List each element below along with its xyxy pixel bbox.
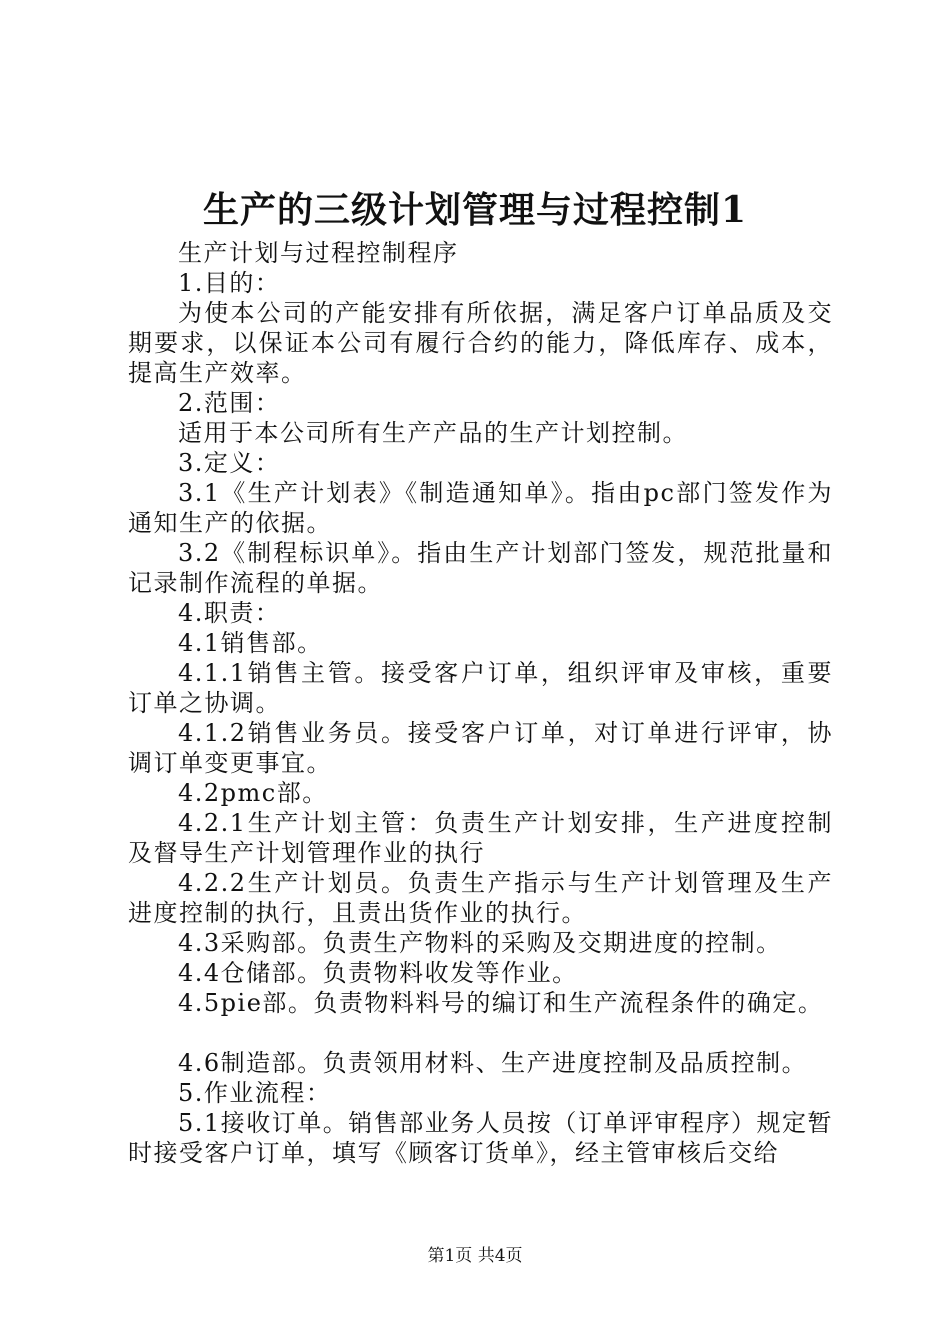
paragraph: 4.职责：: [178, 599, 281, 627]
paragraph: 生产计划与过程控制程序: [178, 239, 459, 267]
paragraph: 4.2pmc部。: [178, 779, 328, 807]
paragraph: 5.1接收订单。销售部业务人员按（订单评审程序）规定暂时接受客户订单，填写《顾客订货单》，经主管审核后交给: [128, 1109, 833, 1167]
paragraph: 5.作业流程：: [178, 1079, 332, 1107]
blank-line: [128, 1018, 833, 1048]
paragraph: 4.4仓储部。负责物料收发等作业。: [178, 959, 578, 987]
paragraph: 2.范围：: [178, 389, 281, 417]
paragraph: 4.1.1销售主管。接受客户订单，组织评审及审核，重要订单之协调。: [128, 659, 833, 717]
paragraph: 3.1《生产计划表》《制造通知单》。指由pc部门签发作为通知生产的依据。: [128, 479, 833, 537]
document-title: 生产的三级计划管理与过程控制1: [202, 189, 748, 231]
page-footer: 第1页 共4页: [427, 1246, 523, 1266]
paragraph: 为使本公司的产能安排有所依据，满足客户订单品质及交期要求，以保证本公司有履行合约的能力，降低库存、成本，提高生产效率。: [128, 299, 833, 387]
paragraph: 4.2.2生产计划员。负责生产指示与生产计划管理及生产进度控制的执行，且责出货作业的执行。: [128, 869, 833, 927]
paragraph: 4.1.2销售业务员。接受客户订单，对订单进行评审，协调订单变更事宜。: [128, 719, 833, 777]
paragraph: 适用于本公司所有生产产品的生产计划控制。: [178, 419, 688, 447]
paragraph: 4.2.1生产计划主管：负责生产计划安排，生产进度控制及督导生产计划管理作业的执行: [128, 809, 833, 867]
paragraph: 3.2《制程标识单》。指由生产计划部门签发，规范批量和记录制作流程的单据。: [128, 539, 833, 597]
document-body: [128, 238, 833, 1168]
paragraph: 3.定义：: [178, 449, 281, 477]
paragraph: 4.5pie部。负责物料料号的编订和生产流程条件的确定。: [178, 989, 824, 1017]
paragraph: 4.1销售部。: [178, 629, 323, 657]
paragraph: 4.6制造部。负责领用材料、生产进度控制及品质控制。: [178, 1049, 808, 1077]
paragraph: 1.目的：: [178, 269, 281, 297]
paragraph: 4.3采购部。负责生产物料的采购及交期进度的控制。: [178, 929, 782, 957]
